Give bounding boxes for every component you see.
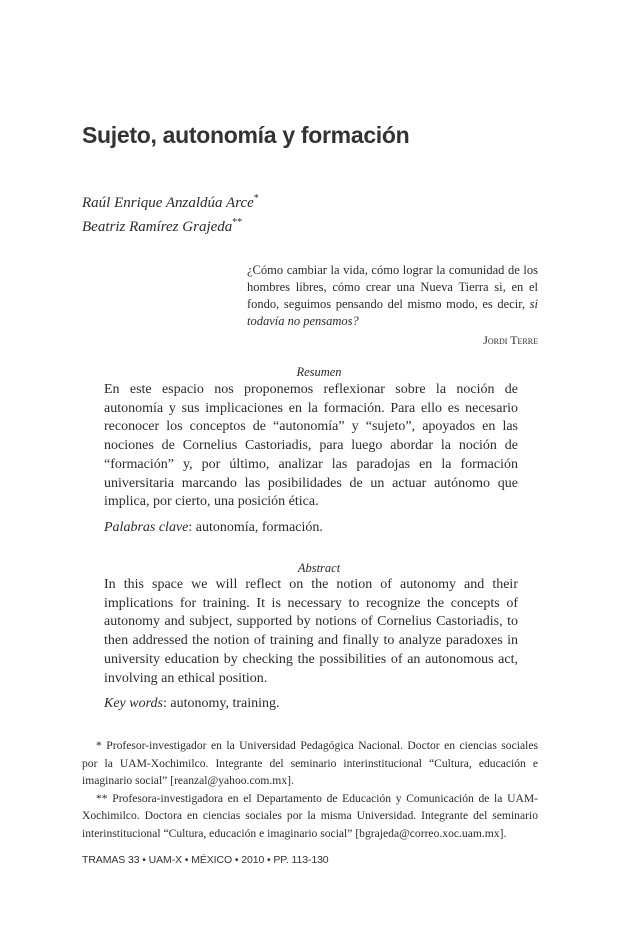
author-name: Raúl Enrique Anzaldúa Arce bbox=[82, 195, 254, 211]
resumen-heading: Resumen bbox=[296, 365, 342, 379]
footnotes bbox=[82, 737, 538, 842]
epigraph-author: Jordi Terre bbox=[483, 333, 538, 347]
resumen-keywords bbox=[104, 520, 323, 536]
epigraph-text: ¿Cómo cambiar la vida, cómo lograr la comunidad de los hombres libres, cómo crear una Nueva Tierra si, en el fondo, seguimos pensando del mismo modo, es decir, bbox=[247, 263, 538, 311]
author-footnote-mark: ** bbox=[232, 217, 243, 228]
epigraph-quote bbox=[247, 262, 538, 330]
epigraph-text-italic: si todavía no pensamos? bbox=[247, 297, 538, 328]
abstract-heading: Abstract bbox=[297, 561, 341, 575]
abstract-keywords bbox=[104, 696, 280, 712]
author-list bbox=[82, 189, 259, 237]
keywords-value: : autonomía, formación. bbox=[188, 520, 323, 535]
author-name: Beatriz Ramírez Grajeda bbox=[82, 219, 233, 235]
resumen-body: En este espacio nos proponemos reflexionar sobre la noción de autonomía y sus implicaciones en la formación. Para ello es necesario reconocer los conceptos de “autonomía” y “sujeto”, apoyados en las nociones de Cornelius Castoriadis, para luego abordar la noción de “formación” y, por último, analizar las paradojas en la formación universitaria marcando las posibilidades de un actuar autónomo que implica, por cierto, una posición ética. bbox=[104, 382, 518, 510]
epigraph bbox=[247, 262, 538, 349]
abstract-body: In this space we will reflect on the notion of autonomy and their implications for training. It is necessary to recognize the concepts of autonomy and subject, supported by notions of Cornelius Castoriadis, to then addressed the notion of training and finally to analyze paradoxes in university education by checking the possibilities of an autonomous act, involving an ethical position. bbox=[104, 577, 518, 686]
journal-footer: TRAMAS 33 • UAM-X • MÉXICO • 2010 • PP. 113-130 bbox=[82, 854, 329, 866]
author-1 bbox=[82, 189, 259, 213]
author-2 bbox=[82, 213, 259, 237]
footnote-2: ** Profesora-investigadora en el Departamento de Educación y Comunicación de la UAM-Xochimilco. Doctora en ciencias sociales por la misma Universidad. Integrante del seminario interinstitucional “Cultura, educación e imaginario social” [bgrajeda@correo.xoc.uam.mx]. bbox=[82, 791, 538, 840]
keywords-label: Key words bbox=[104, 696, 163, 711]
article-title: Sujeto, autonomía y formación bbox=[82, 122, 410, 148]
author-footnote-mark: * bbox=[253, 193, 259, 204]
footnote-1: * Profesor-investigador en la Universidad Pedagógica Nacional. Doctor en ciencias sociales por la UAM-Xochimilco. Integrante del seminario interinstitucional “Cultura, educación e imaginario social” [reanzal@yahoo.com.mx]. bbox=[82, 739, 538, 787]
keywords-label: Palabras clave bbox=[104, 520, 189, 535]
keywords-value: : autonomy, training. bbox=[162, 696, 280, 711]
